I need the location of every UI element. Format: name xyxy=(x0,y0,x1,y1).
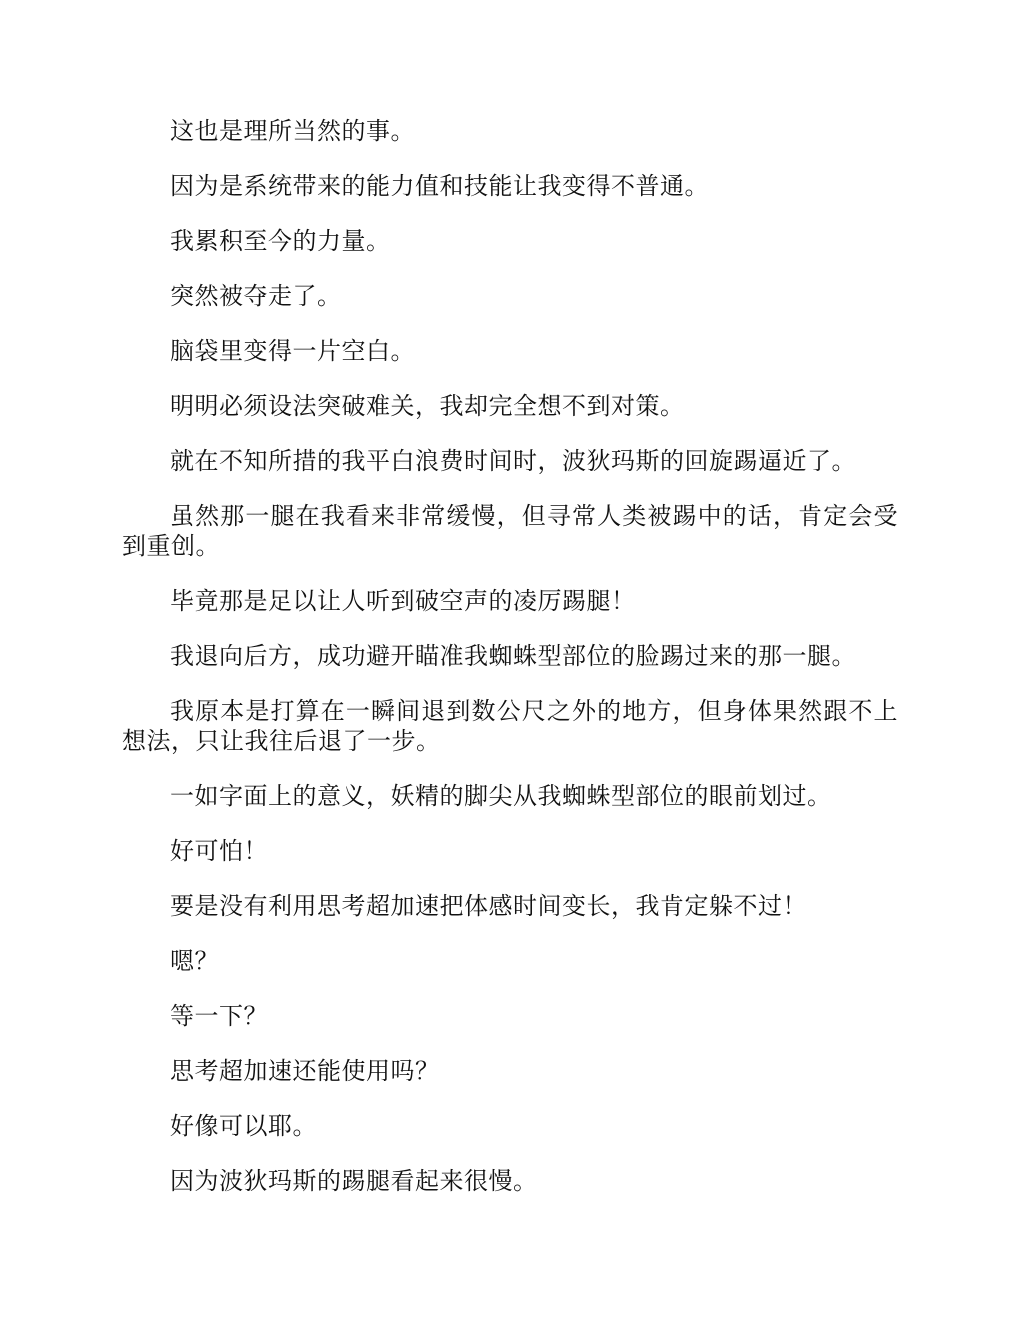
paragraph: 虽然那一腿在我看来非常缓慢，但寻常人类被踢中的话，肯定会受到重创。 xyxy=(122,502,898,560)
paragraph: 一如字面上的意义，妖精的脚尖从我蜘蛛型部位的眼前划过。 xyxy=(170,782,832,810)
paragraph: 我退向后方，成功避开瞄准我蜘蛛型部位的脸踢过来的那一腿。 xyxy=(170,642,856,670)
paragraph: 好可怕！ xyxy=(170,837,268,865)
paragraph: 毕竟那是足以让人听到破空声的凌厉踢腿！ xyxy=(170,587,636,615)
paragraph: 因为波狄玛斯的踢腿看起来很慢。 xyxy=(170,1167,538,1195)
paragraph: 明明必须设法突破难关，我却完全想不到对策。 xyxy=(170,392,685,420)
paragraph: 脑袋里变得一片空白。 xyxy=(170,337,415,365)
paragraph: 因为是系统带来的能力值和技能让我变得不普通。 xyxy=(170,172,709,200)
paragraph: 思考超加速还能使用吗？ xyxy=(170,1057,440,1085)
paragraph: 等一下？ xyxy=(170,1002,268,1030)
paragraph: 要是没有利用思考超加速把体感时间变长，我肯定躲不过！ xyxy=(170,892,807,920)
paragraph: 突然被夺走了。 xyxy=(170,282,342,310)
paragraph: 这也是理所当然的事。 xyxy=(170,117,415,145)
paragraph: 嗯？ xyxy=(170,947,219,975)
paragraph: 我累积至今的力量。 xyxy=(170,227,391,255)
paragraph: 好像可以耶。 xyxy=(170,1112,317,1140)
paragraph: 我原本是打算在一瞬间退到数公尺之外的地方，但身体果然跟不上想法，只让我往后退了一步。 xyxy=(122,697,898,755)
document-page xyxy=(122,116,898,1221)
paragraph: 就在不知所措的我平白浪费时间时，波狄玛斯的回旋踢逼近了。 xyxy=(170,447,856,475)
